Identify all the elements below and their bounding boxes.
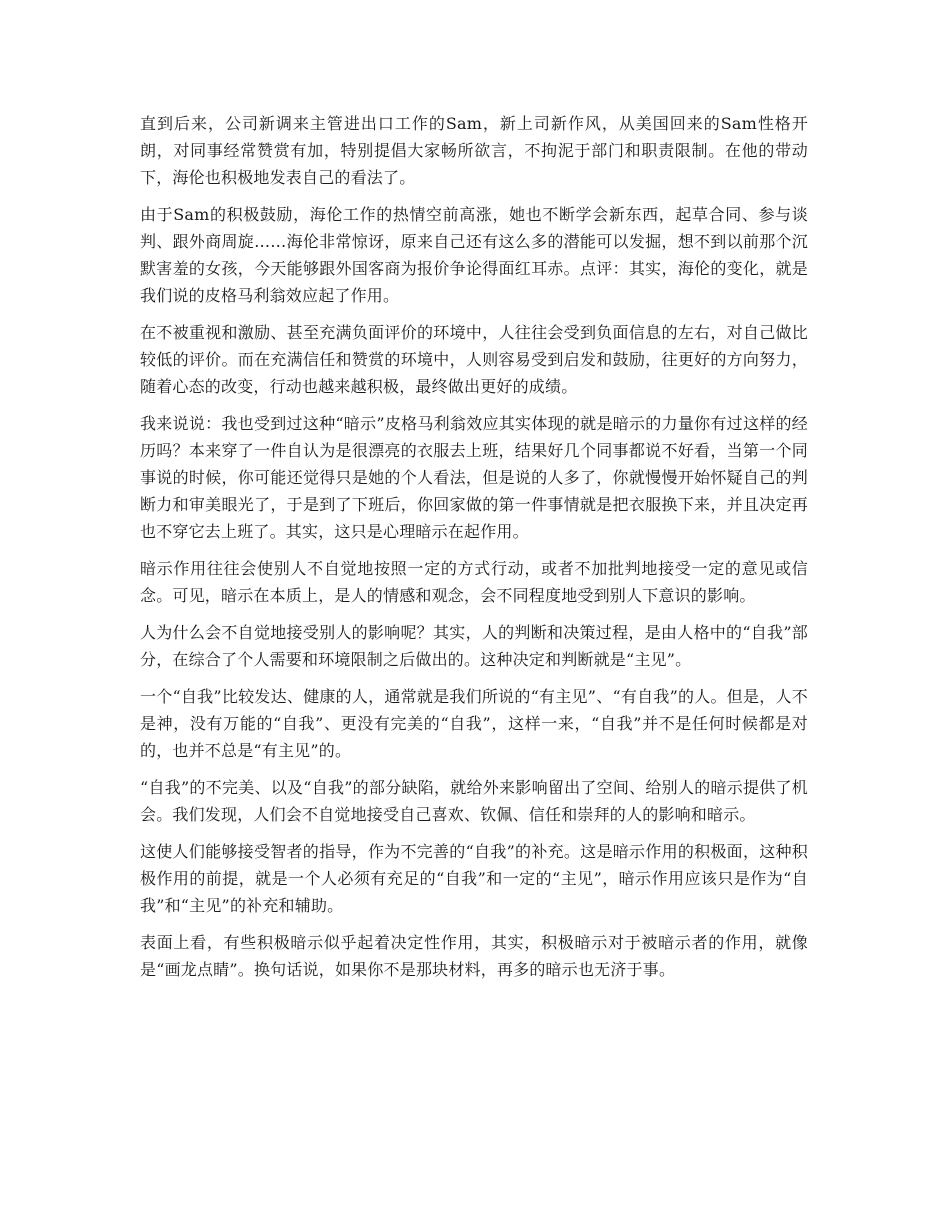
paragraph-2: 由于Sam的积极鼓励，海伦工作的热情空前高涨，她也不断学会新东西，起草合同、参与谈判、跟外商周旋……海伦非常惊讶，原来自己还有这么多的潜能可以发掘，想不到以前那个沉默害羞的女孩，今天能够跟外国客商为报价争论得面红耳赤。点评：其实，海伦的变化，就是我们说的皮格马利翁效应起了作用。 xyxy=(140,205,808,305)
paragraph-9: 这使人们能够接受智者的指导，作为不完善的“自我”的补充。这是暗示作用的积极面，这种积极作用的前提，就是一个人必须有充足的“自我”和一定的“主见”，暗示作用应该只是作为“自我”和“主见”的补充和辅助。 xyxy=(140,842,808,915)
paragraph-7: 一个“自我”比较发达、健康的人，通常就是我们所说的“有主见”、“有自我”的人。但是，人不是神，没有万能的“自我”、更没有完美的“自我”，这样一来，“自我”并不是任何时候都是对的，也并不总是“有主见”的。 xyxy=(140,687,808,760)
paragraph-1: 直到后来，公司新调来主管进出口工作的Sam，新上司新作风，从美国回来的Sam性格开朗，对同事经常赞赏有加，特别提倡大家畅所欲言，不拘泥于部门和职责限制。在他的带动下，海伦也积极地发表自己的看法了。 xyxy=(140,114,808,187)
paragraph-4: 我来说说：我也受到过这种“暗示”皮格马利翁效应其实体现的就是暗示的力量你有过这样的经历吗？本来穿了一件自认为是很漂亮的衣服去上班，结果好几个同事都说不好看，当第一个同事说的时候，你可能还觉得只是她的个人看法，但是说的人多了，你就慢慢开始怀疑自己的判断力和审美眼光了，于是到了下班后，你回家做的第一件事情就是把衣服换下来，并且决定再也不穿它去上班了。其实，这只是心理暗示在起作用。 xyxy=(140,414,808,541)
paragraph-8: “自我”的不完美、以及“自我”的部分缺陷，就给外来影响留出了空间、给别人的暗示提供了机会。我们发现，人们会不自觉地接受自己喜欢、钦佩、信任和崇拜的人的影响和暗示。 xyxy=(140,778,808,824)
document-body xyxy=(140,110,808,993)
paragraph-6: 人为什么会不自觉地接受别人的影响呢？其实，人的判断和决策过程，是由人格中的“自我”部分，在综合了个人需要和环境限制之后做出的。这种决定和判断就是“主见”。 xyxy=(140,623,808,669)
paragraph-10: 表面上看，有些积极暗示似乎起着决定性作用，其实，积极暗示对于被暗示者的作用，就像是“画龙点睛”。换句话说，如果你不是那块材料，再多的暗示也无济于事。 xyxy=(140,933,808,979)
paragraph-5: 暗示作用往往会使别人不自觉地按照一定的方式行动，或者不加批判地接受一定的意见或信念。可见，暗示在本质上，是人的情感和观念，会不同程度地受到别人下意识的影响。 xyxy=(140,559,808,605)
paragraph-3: 在不被重视和激励、甚至充满负面评价的环境中，人往往会受到负面信息的左右，对自己做比较低的评价。而在充满信任和赞赏的环境中，人则容易受到启发和鼓励，往更好的方向努力，随着心态的改变，行动也越来越积极，最终做出更好的成绩。 xyxy=(140,323,808,396)
